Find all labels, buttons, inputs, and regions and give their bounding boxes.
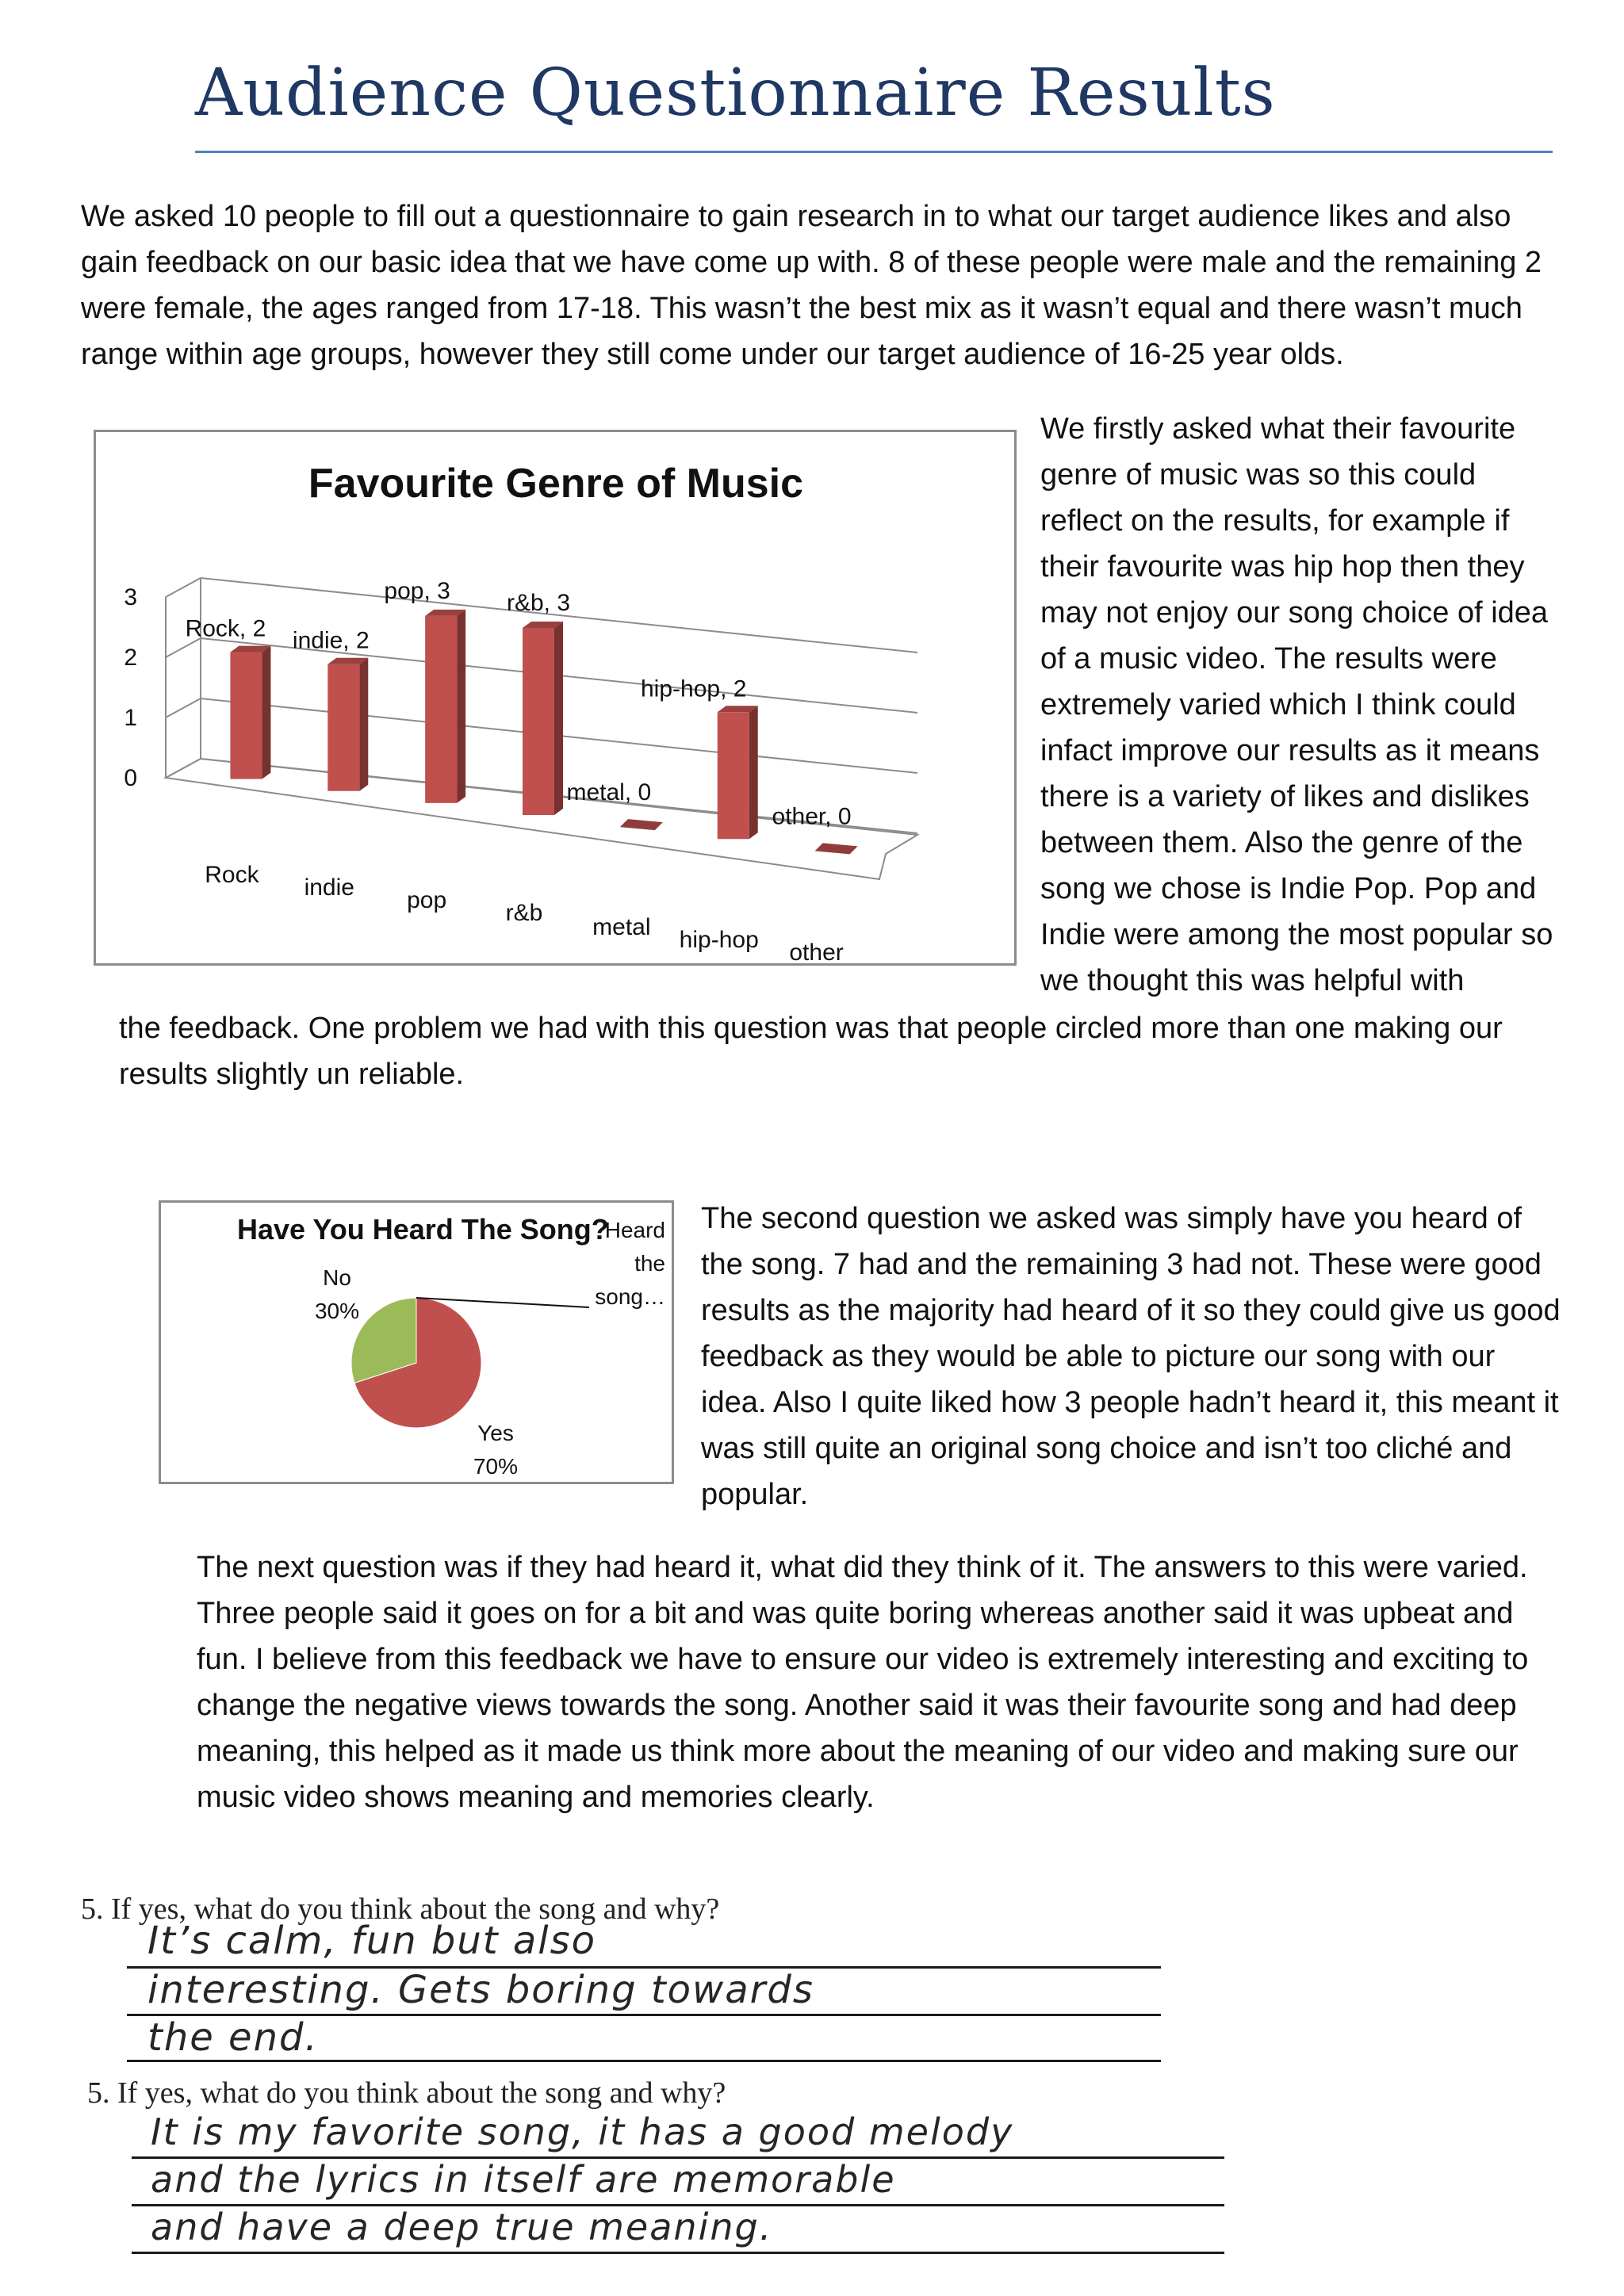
scan-1-question: 5. If yes, what do you think about the song and why? [81,1892,720,1926]
heard-song-chart-svg [161,1203,672,1482]
genre-category-label: Rock [205,862,259,888]
genre-chart-ytick: 3 [124,584,137,610]
genre-bar [620,819,663,830]
genre-bar-data-label: pop, 3 [384,577,450,604]
genre-chart [94,430,1017,966]
pie-label-no: No [323,1265,351,1290]
genre-category-label: hip-hop [679,927,759,953]
scan-2-answer-2: and the lyrics in itself are memorable [151,2158,896,2201]
scan-2-answer-3: and have a deep true meaning. [151,2206,773,2248]
heard-song-chart [159,1200,674,1484]
scan-1-answer-3: the end. [147,2015,319,2060]
scan-2-line-3 [132,2252,1224,2254]
scan-2-answer-1: It is my favorite song, it has a good melody [151,2110,1014,2153]
genre-bar-data-label: Rock, 2 [185,615,266,642]
heard-paragraph: The second question we asked was simply have you heard of the song. 7 had and the remaining 3 had not. These were good results as the majority had heard of it so they could give us good feedback as they would be able to picture our song with our idea. Also I quite liked how 3 people hadn’t heard it, this meant it was still quite an original song choice and isn’t too cliché and popular. [701,1202,1561,1511]
pie-legend-label: song… [595,1284,665,1309]
genre-paragraph-continued: the feedback. One problem we had with this question was that people circled more than one making our results slightly un reliable. [119,1012,1503,1091]
pie-legend-label: Heard [604,1218,665,1242]
genre-chart-ytick: 1 [124,705,137,731]
next-question-paragraph: The next question was if they had heard it, what did they think of it. The answers to this were varied. Three people said it goes on for a bit and was quite boring whereas another said it was upbeat and fun. I believe from this feedback we have to ensure our video is extremely interesting and exciting to change the negative views towards the song. Another said it was their favourite song and had deep meaning, this helped as it made us think more about the meaning of our video and making sure our music video shows meaning and memories clearly. [197,1551,1529,1814]
genre-bar-data-label: metal, 0 [566,779,652,806]
genre-category-label: other [789,939,844,963]
page-title: Audience Questionnaire Results [195,55,1276,131]
genre-bar [815,843,858,854]
pie-legend-label: the [634,1251,665,1276]
genre-chart-svg [96,432,1014,963]
genre-chart-ytick: 0 [124,765,137,791]
genre-category-label: pop [407,887,447,913]
intro-paragraph: We asked 10 people to fill out a questionnaire to gain research in to what our target audience likes and also gain feedback on our basic idea that we have come up with. 8 of these people were male and the remaining 2 were female, the ages ranged from 17-18. This wasn’t the best mix as it wasn’t equal and there wasn’t much range within age groups, however they still come under our target audience of 16-25 year olds. [81,200,1542,371]
genre-category-label: metal [592,914,651,940]
genre-bar-data-label: other, 0 [772,803,852,830]
genre-bar-data-label: r&b, 3 [506,590,571,616]
genre-bar [425,610,465,803]
genre-bar [523,622,563,815]
pie-label-yes: Yes [477,1421,514,1445]
scan-1-line-3 [127,2060,1161,2062]
genre-category-label: indie [304,874,354,901]
genre-bar-data-label: hip-hop, 2 [640,675,747,702]
genre-paragraph: We firstly asked what their favourite genre of music was so this could reflect on the results, for example if their favourite was hip hop then they may not enjoy our song choice of idea of a music video. The results were extremely varied which I think could infact improve our results as it means there is a variety of likes and dislikes between them. Also the genre of the song we chose is Indie Pop. Pop and Indie were among the most popular so we thought this was helpful with [1040,412,1553,997]
scan-1-answer-1: It’s calm, fun but also [147,1919,597,1963]
genre-bar [718,706,758,839]
genre-chart-ytick: 2 [124,645,137,671]
genre-category-label: r&b [505,900,543,926]
scan-1-answer-2: interesting. Gets boring towards [147,1968,814,2012]
genre-chart-title: Favourite Genre of Music [308,461,804,507]
genre-bar-data-label: indie, 2 [292,627,370,654]
title-underline [195,151,1553,153]
pie-percent-yes: 70% [473,1454,519,1479]
genre-bar [327,658,368,791]
heard-song-chart-title: Have You Heard The Song? [237,1213,609,1246]
pie-percent-no: 30% [314,1299,360,1323]
genre-bar [230,646,270,779]
scan-2-question: 5. If yes, what do you think about the song and why? [87,2076,726,2110]
